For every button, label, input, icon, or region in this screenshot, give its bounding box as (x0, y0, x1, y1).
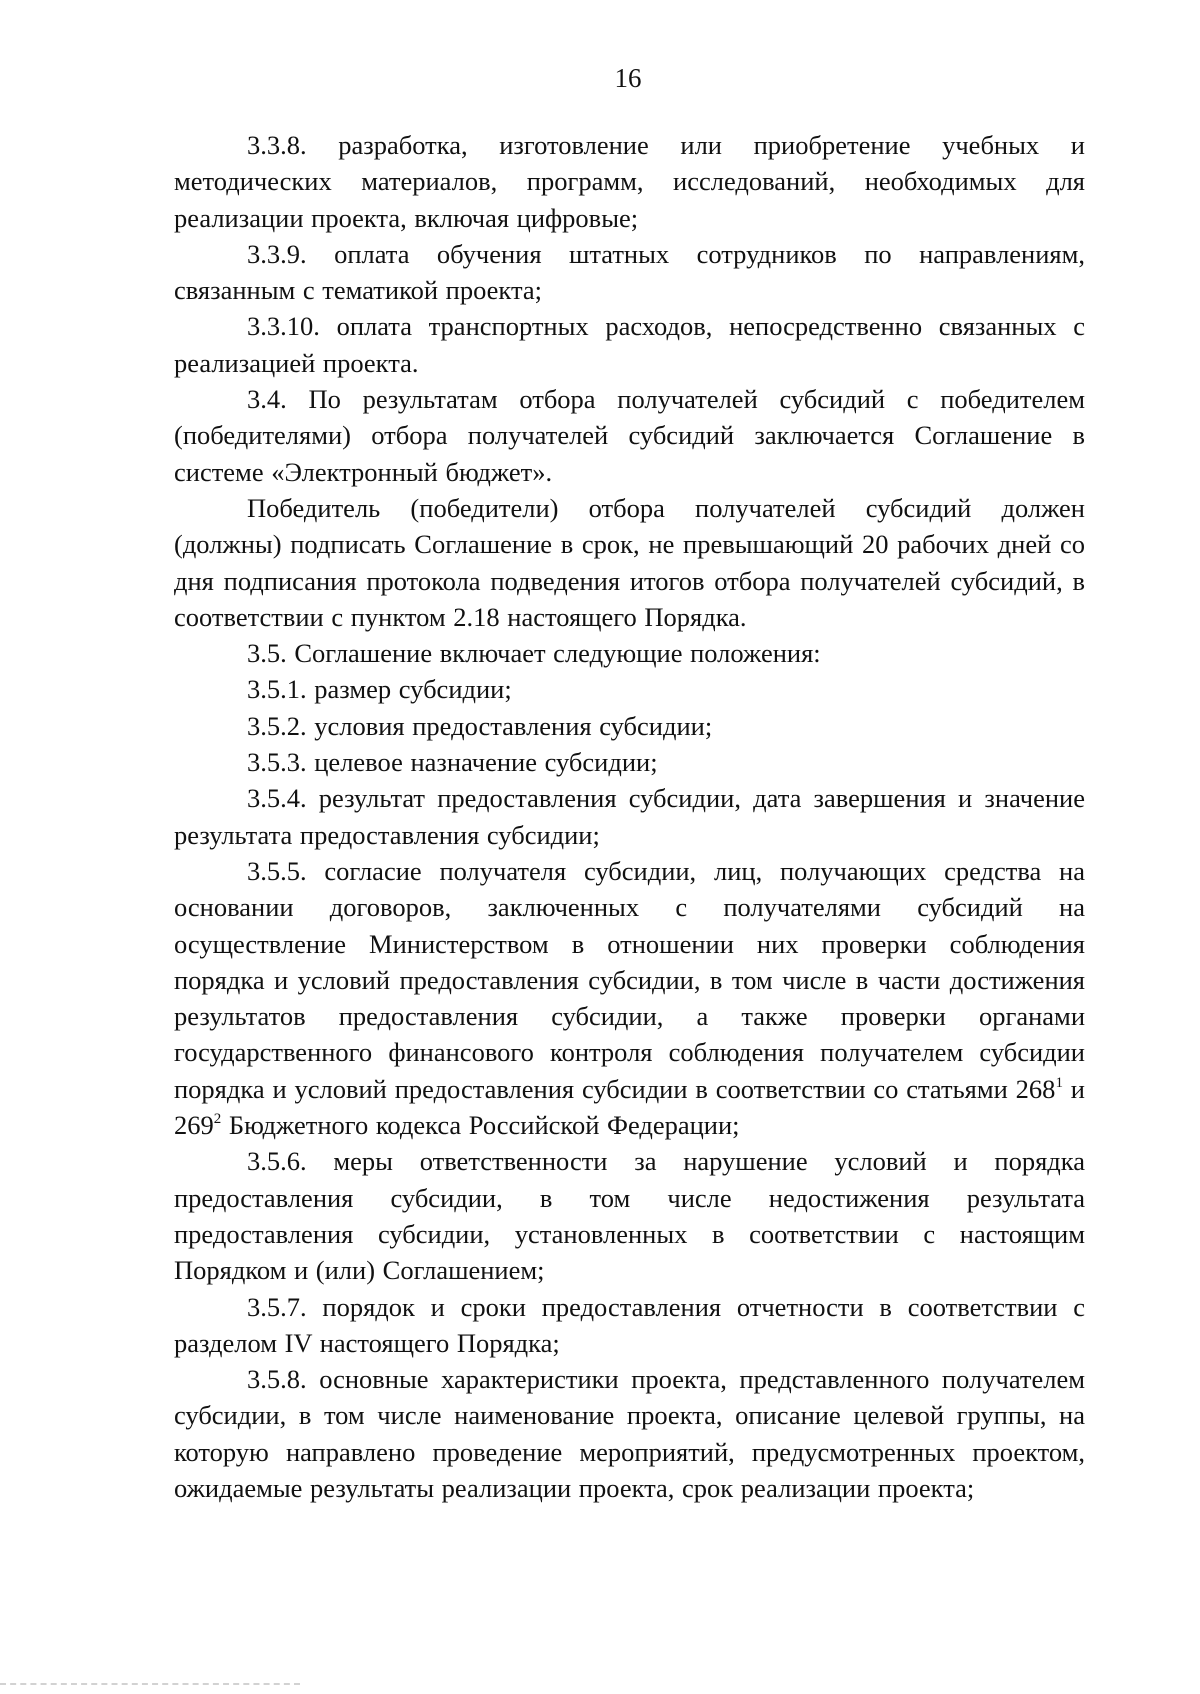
scan-artifact-line (0, 1683, 300, 1685)
paragraph-3-5-5 (174, 853, 1085, 1143)
footnote-superscript: 2 (213, 1111, 222, 1128)
page-number: 16 (614, 63, 642, 93)
paragraph-3-3-9: 3.3.9. оплата обучения штатных сотрудников по направлениям, связанным с тематикой проекта; (174, 238, 1085, 306)
paragraph-3-5-5-text-a: 3.5.5. согласие получателя субсидии, лиц, получающих средства на основании договоров, заключенных с получателями субсидий на осуществление Министерством в отношении них проверки соблюдения порядка и условий предоставления субсидии, в том числе в части достижения результатов предоставления субсидии, а также проверки органами государственного финансового контроля соблюдения получателем субсидии порядка и условий предоставления субсидии в соответствии со статьями 268 (174, 855, 1085, 1104)
footnote-superscript: 1 (1055, 1074, 1063, 1091)
document-body (174, 127, 1085, 1506)
paragraph-3-5-3: 3.5.3. целевое назначение субсидии; (247, 747, 658, 778)
paragraph-3-5-5-text-c: Бюджетного кодекса Российской Федерации; (221, 1110, 740, 1141)
paragraph-3-5-1: 3.5.1. размер субсидии; (247, 674, 512, 705)
paragraph-3-5-4: 3.5.4. результат предоставления субсидии, дата завершения и значение результата предоставления субсидии; (174, 783, 1085, 850)
paragraph-3-5-5-text-b: и 269 (174, 1073, 1085, 1141)
paragraph-3-5-7: 3.5.7. порядок и сроки предоставления отчетности в соответствии с разделом IV настоящего Порядка; (174, 1291, 1085, 1358)
paragraph-3-4: 3.4. По результатам отбора получателей субсидий с победителем (победителями) отбора получателей субсидий заключается Соглашение в системе «Электронный бюджет». (174, 384, 1085, 487)
paragraph-3-3-10: 3.3.10. оплата транспортных расходов, непосредственно связанных с реализацией проекта. (174, 311, 1085, 378)
paragraph-3-5-8: 3.5.8. основные характеристики проекта, представленного получателем субсидии, в том числе наименование проекта, описание целевой группы, на которую направлено проведение мероприятий, предусмотренных проектом, ожидаемые результаты реализации проекта, срок реализации проекта; (174, 1364, 1085, 1503)
paragraph-3-3-8: 3.3.8. разработка, изготовление или приобретение учебных и методических материалов, программ, исследований, необходимых для реализации проекта, включая цифровые; (174, 130, 1085, 233)
paragraph-3-5: 3.5. Соглашение включает следующие положения: (247, 638, 821, 669)
paragraph-winner: Победитель (победители) отбора получателей субсидий должен (должны) подписать Соглашение в срок, не превышающий 20 рабочих дней со дня подписания протокола подведения итогов отбора получателей субсидий, в соответствии с пунктом 2.18 настоящего Порядка. (174, 492, 1085, 632)
paragraph-3-5-2: 3.5.2. условия предоставления субсидии; (247, 710, 713, 741)
paragraph-3-5-6: 3.5.6. меры ответственности за нарушение условий и порядка предоставления субсидии, в том числе недостижения результата предоставления субсидии, установленных в соответствии с настоящим Порядком и (или) Соглашением; (174, 1146, 1085, 1286)
